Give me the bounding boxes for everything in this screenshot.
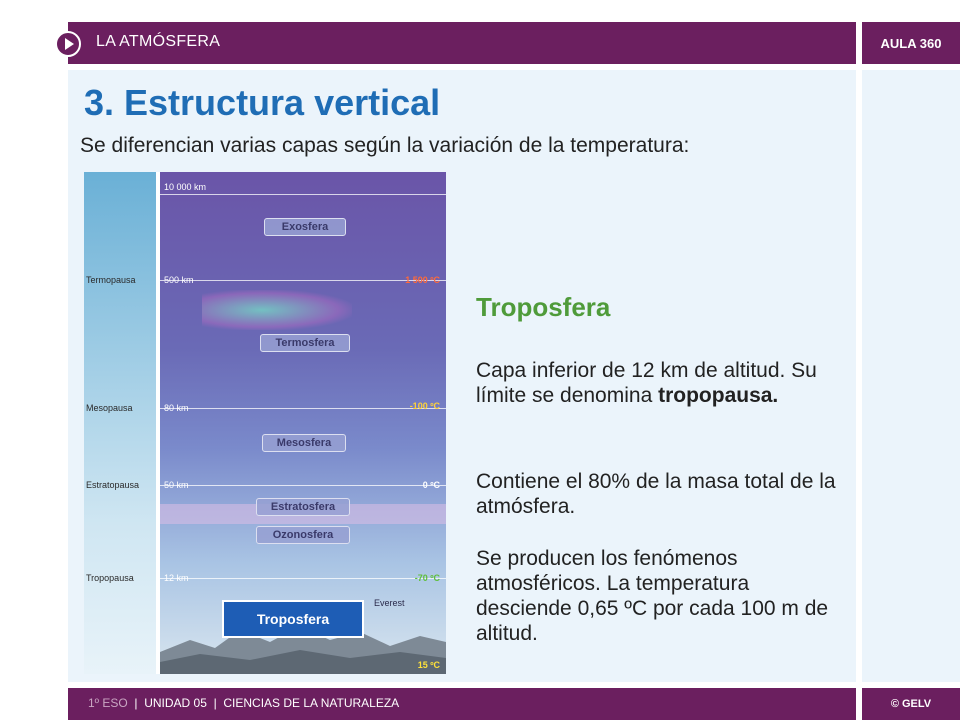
right-panel: [862, 70, 960, 682]
boundary-line: [160, 194, 446, 195]
label-estratopausa: Estratopausa: [86, 480, 140, 490]
label-tropopausa: Tropopausa: [86, 573, 134, 583]
temperature-label: 1 500 ºC: [405, 275, 440, 285]
boundary-line: [160, 280, 446, 281]
boundary-line: [160, 408, 446, 409]
play-icon[interactable]: [55, 31, 81, 57]
layer-ozonosfera: Ozonosfera: [256, 526, 350, 544]
temperature-label: -70 ºC: [414, 573, 440, 583]
label-mesopausa: Mesopausa: [86, 403, 133, 413]
page-subtitle: Se diferencian varias capas según la variación de la temperatura:: [80, 134, 690, 157]
figure-label-column: [84, 172, 156, 674]
altitude-label: 50 km: [164, 480, 189, 490]
paragraph-1: [476, 358, 846, 408]
paragraph-1-text: Capa inferior de 12 km de altitud. Su límite se denomina: [476, 359, 817, 407]
altitude-label: 10 000 km: [164, 182, 207, 192]
header-brand: AULA 360: [880, 36, 942, 51]
footer-breadcrumb: [88, 696, 399, 710]
aurora-image: [202, 290, 352, 330]
altitude-label: 12 km: [164, 573, 189, 583]
everest-label: Everest: [374, 598, 405, 608]
temperature-label: 15 ºC: [417, 660, 440, 670]
altitude-label: 80 km: [164, 403, 189, 413]
boundary-line: [160, 485, 446, 486]
temperature-label: -100 ºC: [409, 401, 440, 411]
left-margin: [0, 70, 62, 682]
page-title: 3. Estructura vertical: [84, 82, 441, 123]
altitude-label: 500 km: [164, 275, 194, 285]
layer-estratosfera: Estratosfera: [256, 498, 350, 516]
layer-mesosfera: Mesosfera: [262, 434, 346, 452]
header-section-title: LA ATMÓSFERA: [96, 33, 221, 50]
footer-separator: |: [213, 696, 217, 710]
footer-course: 1º ESO: [88, 696, 128, 710]
footer-unit: UNIDAD 05: [144, 696, 207, 710]
footer-copyright: © GELV: [890, 698, 932, 710]
paragraph-3: Se producen los fenómenos atmosféricos. La temperatura desciende 0,65 ºC por cada 100 m de altitud.: [476, 547, 829, 645]
paragraph-1-bold: tropopausa.: [658, 384, 779, 407]
section-title: Troposfera: [476, 292, 611, 322]
troposfera-badge[interactable]: Troposfera: [222, 600, 364, 638]
layer-exosfera: Exosfera: [264, 218, 346, 236]
layer-termosfera: Termosfera: [260, 334, 350, 352]
temperature-label: 0 ºC: [422, 480, 440, 490]
boundary-line: [160, 578, 446, 579]
atmosphere-figure: [84, 172, 446, 674]
paragraph-2: Contiene el 80% de la masa total de la atmósfera.: [476, 470, 836, 518]
footer-subject: CIENCIAS DE LA NATURALEZA: [223, 696, 400, 710]
label-termopausa: Termopausa: [86, 275, 136, 285]
footer-separator: |: [134, 696, 138, 710]
